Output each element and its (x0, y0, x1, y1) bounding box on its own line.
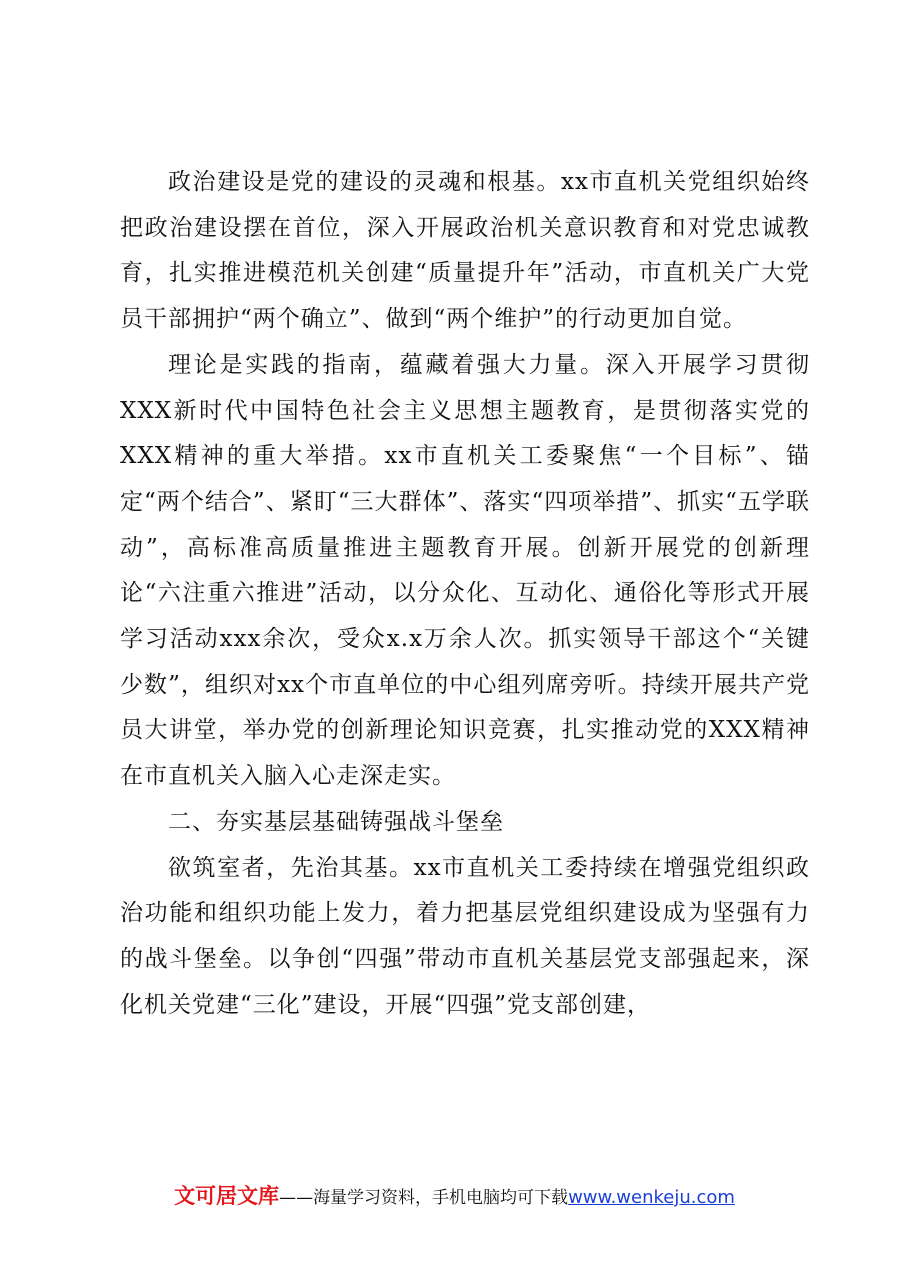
paragraph-theory-study: 理论是实践的指南，蕴藏着强大力量。深入开展学习贯彻XXX新时代中国特色社会主义思想主题教育，是贯彻落实党的XXX精神的重大举措。xx市直机关工委聚焦“一个目标”、锚定“两个结合”、紧盯“三大群体”、落实“四项举措”、抓实“五学联动”，高标准高质量推进主题教育开展。创新开展党的创新理论“六注重六推进”活动，以分众化、互动化、通俗化等形式开展学习活动xxx余次，受众x.x万余人次。抓实领导干部这个“关键少数”，组织对xx个市直单位的中心组列席旁听。持续开展共产党员大讲堂，举办党的创新理论知识竞赛，扎实推动党的XXX精神在市直机关入脑入心走深走实。 (120, 351, 810, 790)
footer-tagline: ——海量学习资料，手机电脑均可下载 (279, 1188, 569, 1208)
footer-brand: 文可居文库 (174, 1184, 280, 1208)
paragraph-grassroots: 欲筑室者，先治其基。xx市直机关工委持续在增强党组织政治功能和组织功能上发力，着力把基层党组织建设成为坚强有力的战斗堡垒。以争创“四强”带动市直机关基层党支部强起来，深化机关党建“三化”建设，开展“四强”党支部创建， (120, 854, 810, 1018)
paragraph-political-building: 政治建设是党的建设的灵魂和根基。xx市直机关党组织始终把政治建设摆在首位，深入开展政治机关意识教育和对党忠诚教育，扎实推进模范机关创建“质量提升年”活动，市直机关广大党员干部拥护“两个确立”、做到“两个维护”的行动更加自觉。 (120, 169, 810, 333)
footer-url-link[interactable]: www.wenkeju.com (568, 1187, 735, 1208)
document-body (120, 160, 810, 1028)
footer-banner (0, 1180, 909, 1210)
section-heading: 二、夯实基层基础铸强战斗堡垒 (168, 808, 504, 835)
